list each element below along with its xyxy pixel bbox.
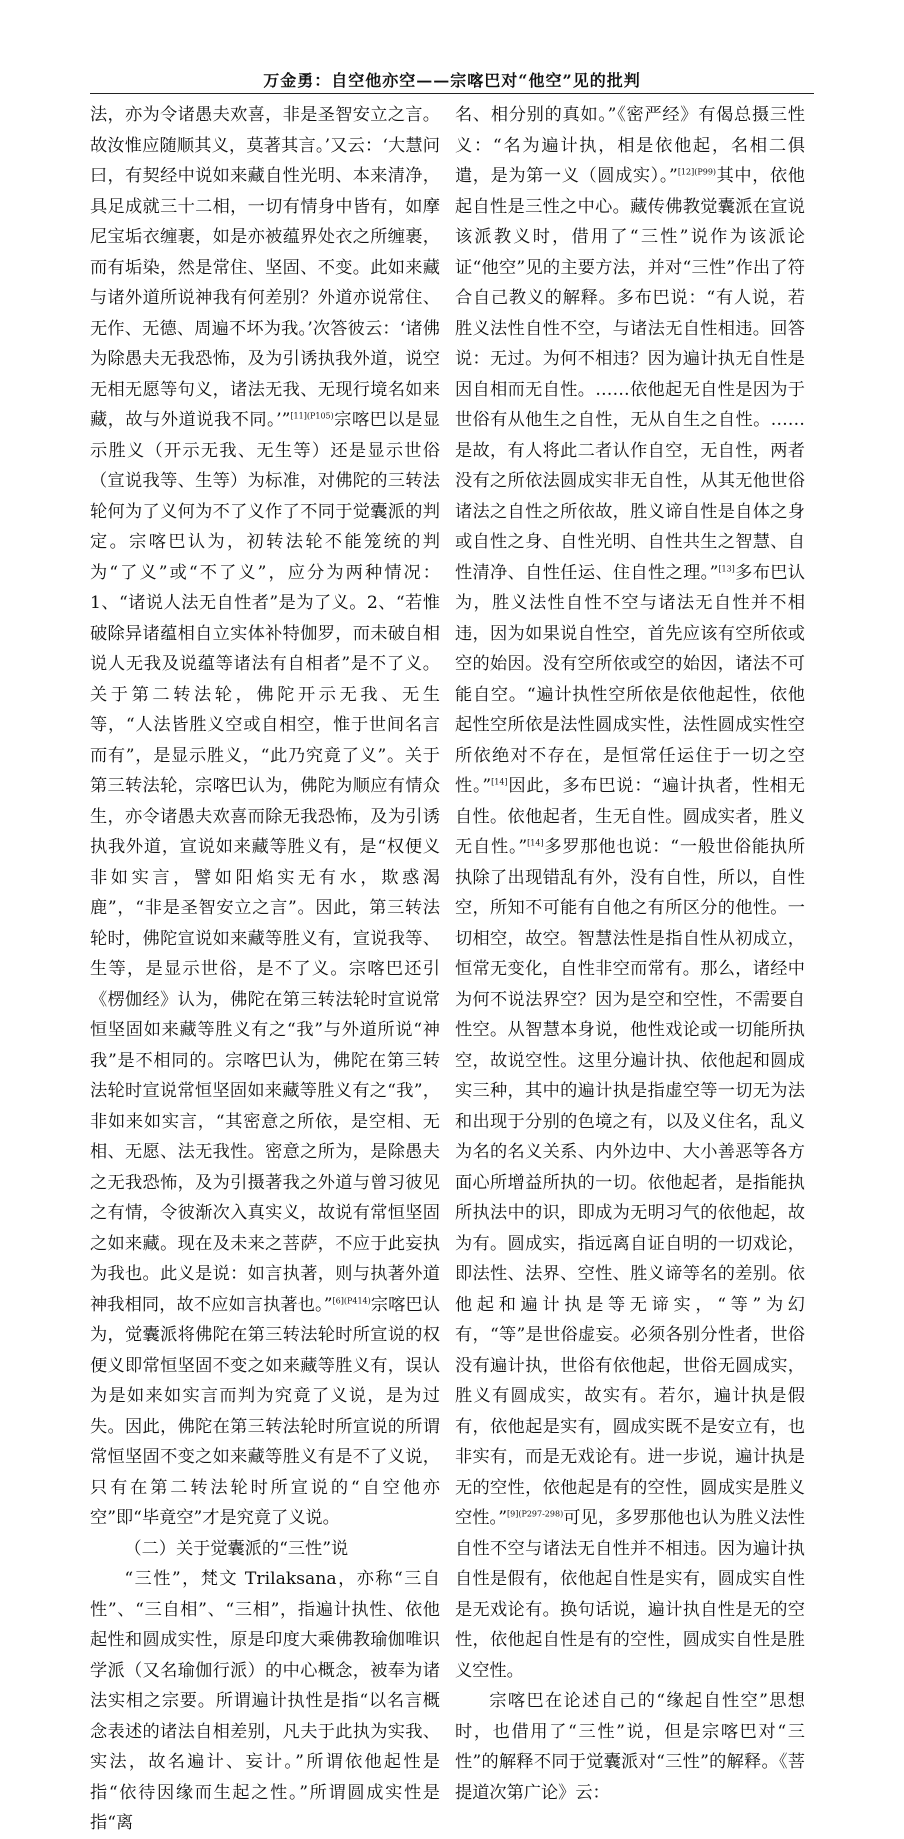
text-run: 可见，多罗那他也认为胜义法性自性不空与诸法无自性并不相违。因为遍计执自性是假有，依他起自性是实有，圆成实自性是无戏论有。换句话说，遍计执自性是无的空性，依他起自性是有的空性，圆成实自性是胜义空性。 [455,1508,805,1681]
left-paragraph-1 [90,100,440,1534]
citation-ref: [9](P297-298) [507,1509,564,1519]
citation-ref: [6](P414) [332,1295,371,1305]
citation-ref: [13] [718,563,735,573]
section-heading: （二）关于觉囊派的“三性”说 [124,1538,349,1559]
text-run: 名、相分别的真如。”《密严经》有偈总摄三性义：“名为遍计执，相是依他起，名相二俱遣，是为第一义（圆成实）。” [455,105,805,186]
header-rule [90,93,814,94]
text-run: 多罗那他也说：“一般世俗能执所执除了出现错乱有外，没有自性，所以，自性空，所知不可能有自他之有所区分的他性。一切相空，故空。智慧法性是指自性从初成立，恒常无变化，自性非空而常有。那么，诸经中为何不说法界空？因为是空和空性，不需要自性空。从智慧本身说，他性戏论或一切能所执空，故说空性。这里分遍计执、依他起和圆成实三种，其中的遍计执是指虚空等一切无为法和出现于分别的色境之有，以及义住名，乱义为名的名义关系、内外边中、大小善恶等各方面心所增益所执的一切。依他起者，是指能执所执法中的识，即成为无明习气的依他起，故为有。圆成实，指远离自证自明的一切戏论，即法性、法界、空性、胜义谛等名的差别。依他起和遍计执是等无谛实，“等”为幻有，“等”是世俗虚妄。必须各别分性者，世俗没有遍计执，世俗有依他起，世俗无圆成实，胜义有圆成实，故实有。若尔，遍计执是假有，依他起是实有，圆成实既不是安立有，也非实有，而是无戏论有。进一步说，遍计执是无的空性，依他起是有的空性，圆成实是胜义空性。” [455,837,806,1528]
citation-ref: [12](P99) [677,167,717,177]
right-column [455,100,806,1803]
left-column [90,100,440,1833]
left-paragraph-2: “三性”，梵文 Trilaksana，亦称“三自性”、“三自相”、“三相”，指遍计执性、依他起性和圆成实性，原是印度大乘佛教瑜伽唯识学派（又名瑜伽行派）的中心概念，被奉为诸法实相之宗要。所谓遍计执性是指“以名言概念表述的诸法自相差别，凡夫于此执为实我、实法，故名遍计、妄计。”所谓依他起性是指“依待因缘而生起之性。”所谓圆成实性是指“离 [90,1569,440,1833]
text-run: 宗喀巴以是显示胜义（开示无我、无生等）还是显示世俗（宣说我等、生等）为标准，对佛陀的三转法轮何为了义何为不了义作了不同于觉囊派的判定。宗喀巴认为，初转法轮不能笼统的判为“了义”或“不了义”，应分为两种情况：1、“诸说人法无自性者”是为了义。2、“若惟破除异诸蕴相自立实体补特伽罗，而未破自相说人无我及说蕴等诸法有自相者”是不了义。关于第二转法轮，佛陀开示无我、无生等，“人法皆胜义空或自相空，惟于世间名言而有”，是显示胜义，“此乃究竟了义”。关于第三转法轮，宗喀巴认为，佛陀为顺应有情众生，亦令诸愚夫欢喜而除无我恐怖，及为引诱执我外道，宣说如来藏等胜义有，是“权便义非如实言，譬如阳焰实无有水，欺惑渴鹿”，“非是圣智安立之言”。因此，第三转法轮时，佛陀宣说如来藏等胜义有，宣说我等、生等，是显示世俗，是不了义。宗喀巴还引《楞伽经》认为，佛陀在第三转法轮时宣说常恒坚固如来藏等胜义有之“我”与外道所说“神我”是不相同的。宗喀巴认为，佛陀在第三转法轮时宣说常恒坚固如来藏等胜义有之“我”，非如来如实言，“其密意之所依，是空相、无相、无愿、法无我性。密意之所为，是除愚夫之无我恐怖，及为引摄著我之外道与曾习彼见之有情，令彼渐次入真实义，故说有常恒坚固之如来藏。现在及未来之菩萨，不应于此妄执为我也。此义是说：如言执著，则与执著外道神我相同，故不应如言执著也。” [90,410,440,1315]
text-run: 因此，多布巴说：“遍计执者，性相无自性。依他起者，生无自性。圆成实者，胜义无自性。” [455,776,805,857]
text-run: 宗喀巴认为，觉囊派将佛陀在第三转法轮时所宣说的权便义即常恒坚固不变之如来藏等胜义有，误认为是如来如实言而判为究竟了义说，是为过失。因此，佛陀在第三转法轮时所宣说的所谓常恒坚固不变之如来藏等胜义有是不了义说，只有在第二转法轮时所宣说的“自空他亦空”即“毕竟空”才是究竟了义说。 [90,1294,440,1528]
right-paragraph-2: 宗喀巴在论述自己的“缘起自性空”思想时，也借用了“三性”说，但是宗喀巴对“三性”的解释不同于觉囊派对“三性”的解释。《菩提道次第广论》云： [455,1691,805,1803]
running-header: 万金勇：自空他亦空——宗喀巴对“他空”见的批判 [263,71,641,90]
text-run: 法，亦为令诸愚夫欢喜，非是圣智安立之言。故汝惟应随顺其义，莫著其言。’又云：‘大慧问曰，有契经中说如来藏自性光明、本来清净，具足成就三十二相，一切有情身中皆有，如摩尼宝垢衣缠裹，如是亦被蕴界处衣之所缠裹，而有垢染，然是常住、坚固、不变。此如来藏与诸外道所说神我有何差别？外道亦说常住、无作、无德、周遍不坏为我。’次答彼云：‘诸佛为除愚夫无我恐怖，及为引诱执我外道，说空无相无愿等句义，诸法无我、无现行境名如来藏，故与外道说我不同。’” [90,105,440,430]
citation-ref: [14] [491,777,508,787]
text-run: 多布巴认为，胜义法性自性不空与诸法无自性并不相违，因为如果说自性空，首先应该有空所依或空的始因。没有空所依或空的始因，诸法不可能自空。“遍计执性空所依是依他起性，依他起性空所依是法性圆成实性，法性圆成实性空所依绝对不存在，是恒常任运住于一切之空性。” [455,562,805,796]
citation-ref: [14] [527,838,544,848]
citation-ref: [11](P105) [290,411,334,421]
right-paragraph-1 [455,100,805,1686]
text-run: 其中，依他起自性是三性之中心。藏传佛教觉囊派在宣说该派教义时，借用了“三性”说作为该派论证“他空”见的主要方法，并对“三性”作出了符合自己教义的解释。多布巴说：“有人说，若胜义法性自性不空，与诸法无自性相违。回答说：无过。为何不相违？因为遍计执无自性是因自相而无自性。……依他起无自性是因为于世俗有从他生之自性，无从自生之自性。……是故，有人将此二者认作自空，无自性，两者没有之所依法圆成实非无自性，从其无他世俗诸法之自性之所依故，胜义谛自性是自体之身或自性之身、自性光明、自性共生之智慧、自性清净、自性任运、住自性之理。” [455,166,805,583]
